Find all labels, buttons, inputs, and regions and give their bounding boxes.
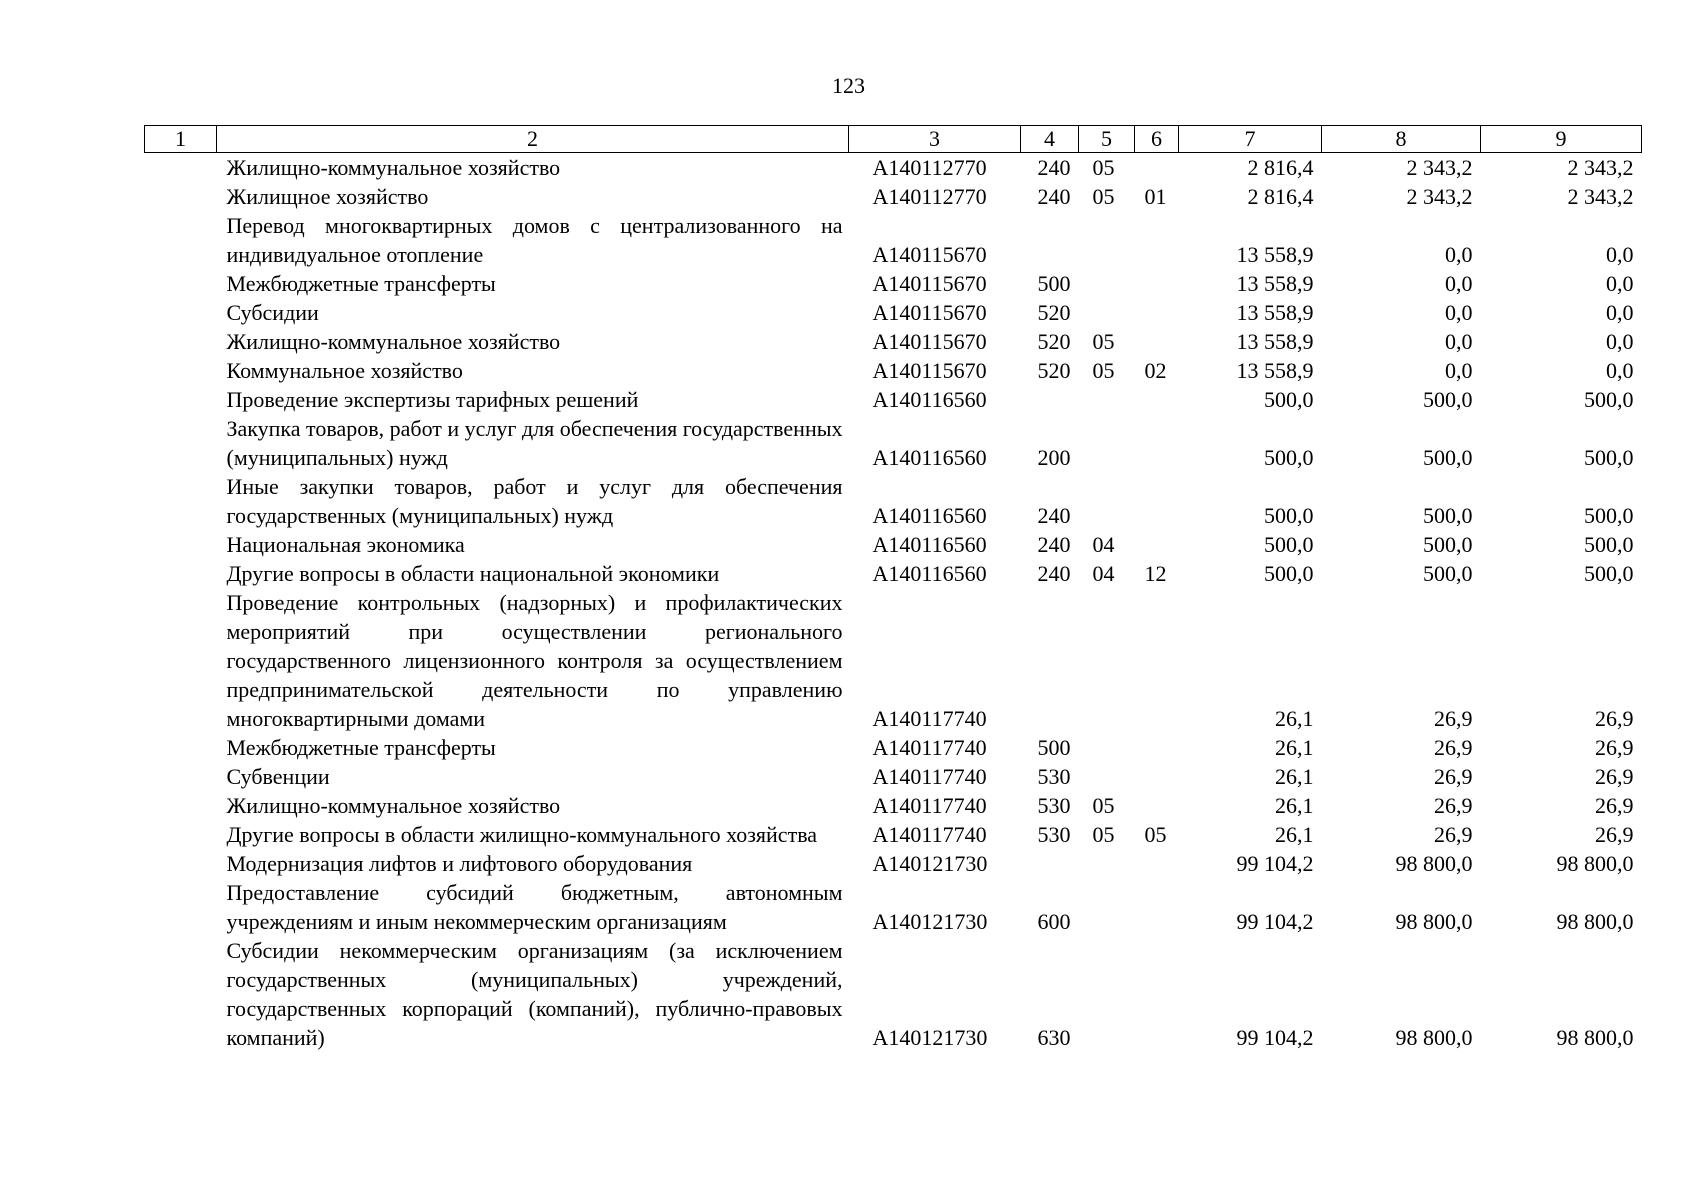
item-name-cell: Жилищное хозяйство — [226, 184, 429, 209]
amount-col9-cell: 26,9 — [1595, 822, 1634, 847]
amount-col7-cell: 26,1 — [1275, 706, 1314, 731]
row-number-cell — [145, 472, 217, 530]
target-code-cell: A140116560 — [872, 387, 987, 412]
amount-col8-cell: 500,0 — [1423, 532, 1473, 557]
expense-type-cell: 240 — [1037, 532, 1071, 557]
table-body — [145, 153, 1642, 1053]
amount-col9-cell: 26,9 — [1595, 706, 1634, 731]
target-code-cell: A140116560 — [872, 561, 987, 586]
target-code-cell: A140117740 — [872, 822, 987, 847]
section-cell: 04 — [1092, 561, 1115, 586]
table-row — [145, 791, 1642, 820]
table-row — [145, 878, 1642, 936]
item-name-cell: Национальная экономика — [226, 532, 465, 557]
amount-col9-cell: 0,0 — [1606, 242, 1634, 267]
item-name-cell: Проведение экспертизы тарифных решений — [226, 387, 639, 412]
target-code-cell: A140117740 — [872, 764, 987, 789]
amount-col7-cell: 500,0 — [1264, 387, 1314, 412]
amount-col8-cell: 500,0 — [1423, 387, 1473, 412]
amount-col7-cell: 26,1 — [1275, 764, 1314, 789]
item-name-cell: Модернизация лифтов и лифтового оборудования — [226, 851, 693, 876]
expense-type-cell: 530 — [1037, 793, 1071, 818]
item-name-cell: Предоставление субсидий бюджетным, автономным учреждениям и иным некоммерческим организациям — [226, 880, 843, 934]
target-code-cell: A140112770 — [872, 184, 987, 209]
amount-col7-cell: 2 816,4 — [1247, 155, 1314, 180]
section-cell — [1079, 936, 1135, 1052]
subsection-cell: 01 — [1144, 184, 1167, 209]
target-code-cell: A140115670 — [872, 329, 987, 354]
column-header-7: 7 — [1179, 126, 1322, 153]
section-cell — [1079, 849, 1135, 878]
item-name-cell: Жилищно-коммунальное хозяйство — [226, 155, 561, 180]
table-row — [145, 472, 1642, 530]
target-code-cell: A140121730 — [872, 851, 988, 876]
expense-type-cell: 630 — [1037, 1025, 1071, 1050]
subsection-cell — [1135, 762, 1179, 791]
amount-col9-cell: 500,0 — [1584, 503, 1634, 528]
subsection-cell — [1135, 733, 1179, 762]
amount-col8-cell: 500,0 — [1423, 445, 1473, 470]
row-number-cell — [145, 849, 217, 878]
subsection-cell — [1135, 153, 1179, 183]
budget-table — [144, 125, 1642, 1052]
section-cell — [1079, 414, 1135, 472]
item-name-cell: Коммунальное хозяйство — [226, 358, 463, 383]
amount-col7-cell: 500,0 — [1264, 561, 1314, 586]
amount-col7-cell: 99 104,2 — [1236, 851, 1314, 876]
target-code-cell: A140116560 — [872, 503, 987, 528]
expense-type-cell: 240 — [1037, 155, 1071, 180]
amount-col8-cell: 500,0 — [1423, 561, 1473, 586]
expense-type-cell — [1021, 211, 1079, 269]
column-header-6: 6 — [1135, 126, 1179, 153]
column-header-2: 2 — [217, 126, 849, 153]
table-header-row — [145, 126, 1642, 153]
item-name-cell: Иные закупки товаров, работ и услуг для обеспечения государственных (муниципальных) нужд — [226, 474, 843, 528]
table-row — [145, 153, 1642, 183]
amount-col7-cell: 13 558,9 — [1236, 271, 1314, 296]
row-number-cell — [145, 153, 217, 183]
expense-type-cell — [1021, 385, 1079, 414]
item-name-cell: Межбюджетные трансферты — [226, 271, 496, 296]
amount-col7-cell: 500,0 — [1264, 532, 1314, 557]
amount-col9-cell: 500,0 — [1584, 532, 1634, 557]
row-number-cell — [145, 820, 217, 849]
amount-col7-cell: 500,0 — [1264, 503, 1314, 528]
amount-col8-cell: 0,0 — [1445, 329, 1473, 354]
row-number-cell — [145, 385, 217, 414]
row-number-cell — [145, 559, 217, 588]
item-name-cell: Проведение контрольных (надзорных) и профилактических мероприятий при осуществлении регионального государственного лицензионного контроля за осуществлением предпринимательской деятельности по управлению многоквартирными домами — [226, 590, 843, 731]
table-row — [145, 298, 1642, 327]
expense-type-cell: 530 — [1037, 764, 1071, 789]
row-number-cell — [145, 211, 217, 269]
table-row — [145, 936, 1642, 1052]
table-row — [145, 356, 1642, 385]
amount-col8-cell: 26,9 — [1434, 793, 1473, 818]
expense-type-cell: 520 — [1037, 300, 1071, 325]
subsection-cell — [1135, 472, 1179, 530]
table-row — [145, 414, 1642, 472]
row-number-cell — [145, 414, 217, 472]
row-number-cell — [145, 298, 217, 327]
table-row — [145, 849, 1642, 878]
section-cell: 05 — [1092, 329, 1115, 354]
subsection-cell — [1135, 414, 1179, 472]
amount-col8-cell: 98 800,0 — [1395, 909, 1473, 934]
amount-col8-cell: 26,9 — [1434, 764, 1473, 789]
subsection-cell — [1135, 269, 1179, 298]
subsection-cell: 12 — [1144, 561, 1167, 586]
item-name-cell: Жилищно-коммунальное хозяйство — [226, 793, 561, 818]
section-cell — [1079, 762, 1135, 791]
subsection-cell: 05 — [1144, 822, 1167, 847]
table-row — [145, 530, 1642, 559]
row-number-cell — [145, 791, 217, 820]
section-cell: 05 — [1092, 155, 1115, 180]
row-number-cell — [145, 762, 217, 791]
expense-type-cell: 500 — [1037, 271, 1071, 296]
section-cell: 05 — [1092, 793, 1115, 818]
section-cell — [1079, 878, 1135, 936]
item-name-cell: Другие вопросы в области национальной экономики — [226, 561, 720, 586]
table-row — [145, 559, 1642, 588]
row-number-cell — [145, 530, 217, 559]
expense-type-cell — [1021, 588, 1079, 733]
target-code-cell: A140115670 — [872, 300, 987, 325]
table-row — [145, 327, 1642, 356]
amount-col7-cell: 26,1 — [1275, 793, 1314, 818]
table-row — [145, 762, 1642, 791]
section-cell — [1079, 211, 1135, 269]
amount-col7-cell: 26,1 — [1275, 735, 1314, 760]
amount-col7-cell: 13 558,9 — [1236, 242, 1314, 267]
target-code-cell: A140116560 — [872, 445, 987, 470]
item-name-cell: Перевод многоквартирных домов с централизованного на индивидуальное отопление — [226, 213, 843, 267]
subsection-cell — [1135, 588, 1179, 733]
amount-col7-cell: 13 558,9 — [1236, 329, 1314, 354]
table-row — [145, 182, 1642, 211]
column-header-4: 4 — [1021, 126, 1079, 153]
target-code-cell: A140117740 — [872, 735, 987, 760]
amount-col8-cell: 0,0 — [1445, 300, 1473, 325]
amount-col9-cell: 0,0 — [1606, 271, 1634, 296]
amount-col8-cell: 0,0 — [1445, 271, 1473, 296]
target-code-cell: A140121730 — [872, 909, 988, 934]
amount-col9-cell: 0,0 — [1606, 300, 1634, 325]
target-code-cell: A140115670 — [872, 358, 987, 383]
amount-col7-cell: 500,0 — [1264, 445, 1314, 470]
row-number-cell — [145, 182, 217, 211]
amount-col8-cell: 2 343,2 — [1406, 155, 1473, 180]
row-number-cell — [145, 327, 217, 356]
subsection-cell — [1135, 849, 1179, 878]
row-number-cell — [145, 269, 217, 298]
amount-col9-cell: 2 343,2 — [1567, 155, 1634, 180]
amount-col9-cell: 98 800,0 — [1556, 851, 1634, 876]
section-cell: 05 — [1092, 184, 1115, 209]
amount-col9-cell: 98 800,0 — [1556, 1025, 1634, 1050]
amount-col7-cell: 99 104,2 — [1236, 909, 1314, 934]
subsection-cell — [1135, 530, 1179, 559]
amount-col8-cell: 26,9 — [1434, 822, 1473, 847]
column-header-5: 5 — [1079, 126, 1135, 153]
item-name-cell: Субвенции — [226, 764, 330, 789]
amount-col9-cell: 500,0 — [1584, 387, 1634, 412]
amount-col8-cell: 98 800,0 — [1395, 851, 1473, 876]
column-header-3: 3 — [849, 126, 1021, 153]
amount-col7-cell: 2 816,4 — [1247, 184, 1314, 209]
section-cell — [1079, 298, 1135, 327]
amount-col7-cell: 26,1 — [1275, 822, 1314, 847]
column-header-1: 1 — [145, 126, 217, 153]
amount-col8-cell: 2 343,2 — [1406, 184, 1473, 209]
row-number-cell — [145, 733, 217, 762]
subsection-cell — [1135, 878, 1179, 936]
expense-type-cell: 520 — [1037, 329, 1071, 354]
amount-col7-cell: 13 558,9 — [1236, 300, 1314, 325]
expense-type-cell: 200 — [1037, 445, 1071, 470]
subsection-cell — [1135, 791, 1179, 820]
expense-type-cell: 240 — [1037, 503, 1071, 528]
section-cell — [1079, 588, 1135, 733]
item-name-cell: Межбюджетные трансферты — [226, 735, 496, 760]
section-cell — [1079, 733, 1135, 762]
expense-type-cell: 240 — [1037, 561, 1071, 586]
item-name-cell: Субсидии — [226, 300, 319, 325]
section-cell: 05 — [1092, 822, 1115, 847]
amount-col7-cell: 13 558,9 — [1236, 358, 1314, 383]
amount-col9-cell: 500,0 — [1584, 445, 1634, 470]
row-number-cell — [145, 878, 217, 936]
expense-type-cell: 240 — [1037, 184, 1071, 209]
expense-type-cell: 530 — [1037, 822, 1071, 847]
expense-type-cell: 500 — [1037, 735, 1071, 760]
table-row — [145, 733, 1642, 762]
target-code-cell: A140121730 — [872, 1025, 988, 1050]
amount-col9-cell: 2 343,2 — [1567, 184, 1634, 209]
section-cell: 04 — [1092, 532, 1115, 557]
target-code-cell: A140112770 — [872, 155, 987, 180]
table-row — [145, 588, 1642, 733]
item-name-cell: Жилищно-коммунальное хозяйство — [226, 329, 561, 354]
amount-col9-cell: 500,0 — [1584, 561, 1634, 586]
amount-col8-cell: 500,0 — [1423, 503, 1473, 528]
amount-col9-cell: 26,9 — [1595, 793, 1634, 818]
section-cell: 05 — [1092, 358, 1115, 383]
table-row — [145, 211, 1642, 269]
subsection-cell — [1135, 936, 1179, 1052]
target-code-cell: A140117740 — [872, 793, 987, 818]
table-row — [145, 385, 1642, 414]
amount-col8-cell: 26,9 — [1434, 735, 1473, 760]
item-name-cell: Другие вопросы в области жилищно-коммунального хозяйства — [226, 822, 818, 847]
section-cell — [1079, 472, 1135, 530]
amount-col9-cell: 0,0 — [1606, 329, 1634, 354]
item-name-cell: Субсидии некоммерческим организациям (за исключением государственных (муниципальных) учреждений, государственных корпораций (компаний), публично-правовых компаний) — [226, 938, 843, 1050]
section-cell — [1079, 269, 1135, 298]
subsection-cell: 02 — [1144, 358, 1167, 383]
subsection-cell — [1135, 327, 1179, 356]
expense-type-cell — [1021, 849, 1079, 878]
subsection-cell — [1135, 385, 1179, 414]
amount-col9-cell: 26,9 — [1595, 764, 1634, 789]
column-header-8: 8 — [1322, 126, 1481, 153]
table-row — [145, 820, 1642, 849]
item-name-cell: Закупка товаров, работ и услуг для обеспечения государственных (муниципальных) нужд — [226, 416, 843, 470]
amount-col8-cell: 26,9 — [1434, 706, 1473, 731]
amount-col9-cell: 98 800,0 — [1556, 909, 1634, 934]
amount-col9-cell: 26,9 — [1595, 735, 1634, 760]
subsection-cell — [1135, 298, 1179, 327]
target-code-cell: A140115670 — [872, 242, 987, 267]
table-row — [145, 269, 1642, 298]
target-code-cell: A140116560 — [872, 532, 987, 557]
expense-type-cell: 520 — [1037, 358, 1071, 383]
amount-col8-cell: 0,0 — [1445, 242, 1473, 267]
column-header-9: 9 — [1481, 126, 1642, 153]
amount-col8-cell: 0,0 — [1445, 358, 1473, 383]
expense-type-cell: 600 — [1037, 909, 1071, 934]
amount-col8-cell: 98 800,0 — [1395, 1025, 1473, 1050]
page-number: 123 — [832, 73, 865, 98]
section-cell — [1079, 385, 1135, 414]
target-code-cell: A140117740 — [872, 706, 987, 731]
row-number-cell — [145, 588, 217, 733]
row-number-cell — [145, 356, 217, 385]
target-code-cell: A140115670 — [872, 271, 987, 296]
subsection-cell — [1135, 211, 1179, 269]
row-number-cell — [145, 936, 217, 1052]
amount-col7-cell: 99 104,2 — [1236, 1025, 1314, 1050]
amount-col9-cell: 0,0 — [1606, 358, 1634, 383]
